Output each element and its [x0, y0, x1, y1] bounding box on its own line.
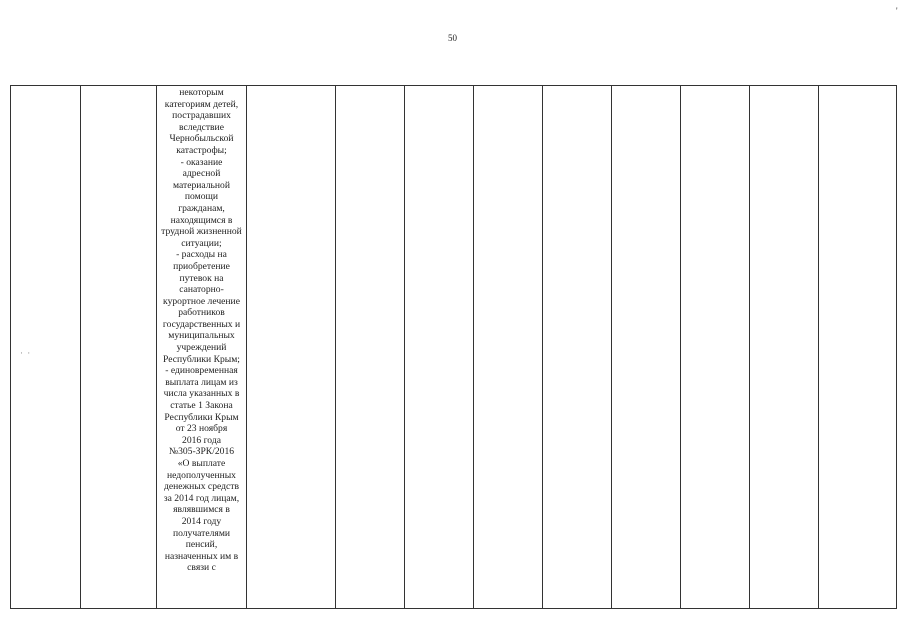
table-cell	[11, 86, 81, 609]
table-cell	[405, 86, 474, 609]
table-cell	[819, 86, 897, 609]
table-cell	[612, 86, 681, 609]
table-cell	[247, 86, 336, 609]
table-cell	[81, 86, 157, 609]
table-cell	[336, 86, 405, 609]
table-cell	[681, 86, 750, 609]
table-cell	[543, 86, 612, 609]
scan-speck: · ·	[20, 348, 32, 358]
table-cell	[750, 86, 819, 609]
table-cell	[474, 86, 543, 609]
page-number: 50	[448, 33, 457, 43]
description-cell: некоторым категориям детей, пострадавших вследствие Чернобыльской катастрофы; - оказание адресной материальной помощи гражданам, находящимся в трудной жизненной ситуации; - расходы на приобретение путевок на санаторно- курортное лечение работников государственных и муниципальных учреждений Республики Крым; - единовременная выплата лицам из числа указанных в статье 1 Закона Республики Крым от 23 ноября 2016 года №305-ЗРК/2016 «О выплате недополученных денежных средств за 2014 год лицам, являвшимся в 2014 году получателями пенсий, назначенных им в связи с	[157, 86, 247, 609]
table-row	[11, 86, 897, 609]
budget-table	[10, 85, 897, 609]
corner-mark: '	[896, 6, 898, 16]
